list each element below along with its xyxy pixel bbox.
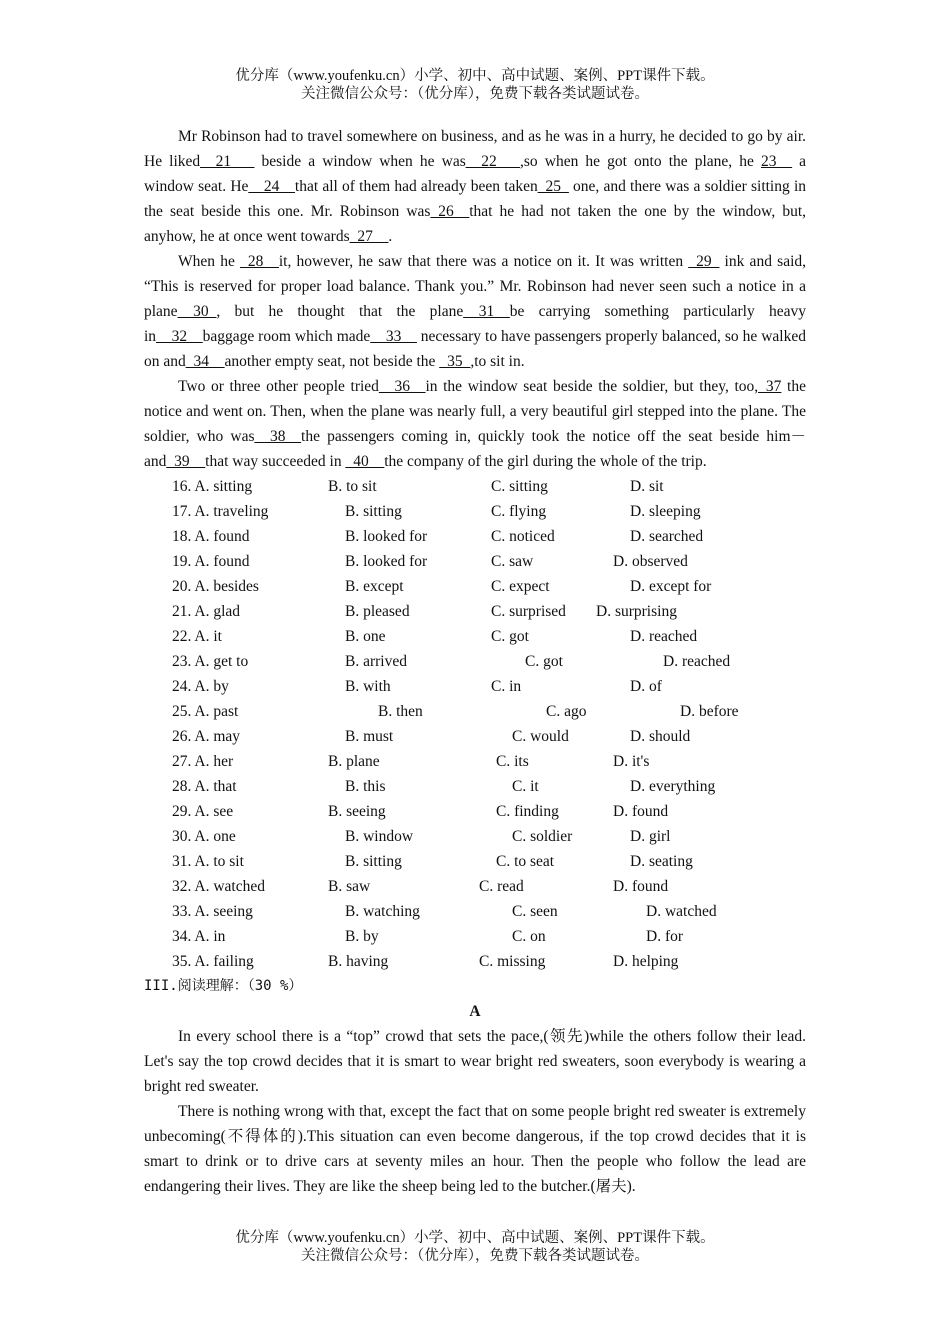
option-row	[144, 774, 806, 799]
option-b: B. looked for	[345, 528, 428, 545]
blank-32: __32__	[156, 328, 203, 345]
option-b: B. looked for	[345, 553, 428, 570]
option-row	[144, 599, 806, 624]
blank-33: __33__	[370, 328, 417, 345]
option-c: C. surprised	[491, 603, 566, 620]
option-row	[144, 624, 806, 649]
option-d: D. it's	[613, 753, 650, 770]
option-c: C. its	[496, 753, 529, 770]
blank-31: __31__	[463, 303, 510, 320]
option-b: B. one	[345, 628, 386, 645]
option-a: 35. A. failing	[172, 953, 254, 970]
option-d: D. except for	[630, 578, 712, 595]
option-row	[144, 649, 806, 674]
option-a: 16. A. sitting	[172, 478, 253, 495]
option-c: C. ago	[546, 703, 587, 720]
option-d: D. reached	[630, 628, 698, 645]
blank-27: _27__	[349, 228, 389, 245]
header-line-1: 优分库（www.youfenku.cn）小学、初中、高中试题、案例、PPT课件下载。	[235, 68, 715, 84]
option-d: D. everything	[630, 778, 716, 795]
option-d: D. found	[613, 803, 669, 820]
option-c: C. sitting	[491, 478, 548, 495]
option-b: B. this	[345, 778, 386, 795]
option-row	[144, 824, 806, 849]
option-c: C. saw	[491, 553, 534, 570]
option-b: B. by	[345, 928, 379, 945]
option-b: B. plane	[328, 753, 380, 770]
blank-36: __36__	[378, 378, 426, 395]
option-c: C. got	[491, 628, 529, 645]
option-b: B. arrived	[345, 653, 407, 670]
option-d: D. seating	[630, 853, 693, 870]
option-b: B. except	[345, 578, 404, 595]
option-a: 28. A. that	[172, 778, 237, 795]
reading-paragraph-2: There is nothing wrong with that, except the fact that on some people bright red sweater is extremely unbecoming(不得体的).This situation can even become dangerous, if the top crowd decides that it is smart to drink or to drive cars at seventy miles an hour. Then the people who follow the lead are endangering their lives. They are like the sheep being led to the butcher.(屠夫).	[144, 1103, 806, 1195]
option-d: D. before	[680, 703, 739, 720]
cloze-paragraph-1: Mr Robinson had to travel somewhere on business, and as he was in a hurry, he decided to go by air. He liked__21___ beside a window when he was__22___,so when he got onto the plane, he 23__ a window seat. He__24__that all of them had already been taken_25_ one, and there was a soldier sitting in the seat beside this one. Mr. Robinson was_26__that he had not taken the one by the window, but, anyhow, he at once went towards_27__.	[144, 128, 806, 245]
blank-23: 23__	[761, 153, 793, 170]
option-row	[144, 699, 806, 724]
option-b: B. then	[378, 703, 423, 720]
option-row	[144, 749, 806, 774]
option-a: 26. A. may	[172, 728, 241, 745]
blank-25: _25_	[537, 178, 569, 195]
option-a: 20. A. besides	[172, 578, 259, 595]
option-c: C. seen	[512, 903, 558, 920]
option-b: B. must	[345, 728, 394, 745]
footer-line-1: 优分库（www.youfenku.cn）小学、初中、高中试题、案例、PPT课件下载。	[235, 1230, 715, 1246]
option-d: D. found	[613, 878, 669, 895]
option-d: D. searched	[630, 528, 704, 545]
blank-37: _37	[758, 378, 782, 395]
option-c: C. would	[512, 728, 569, 745]
option-b: B. seeing	[328, 803, 386, 820]
option-d: D. sleeping	[630, 503, 701, 520]
blank-28: _28__	[240, 253, 279, 270]
header-line-2: 关注微信公众号：（优分库），免费下载各类试题试卷。	[301, 86, 649, 102]
option-d: D. watched	[646, 903, 717, 920]
option-row	[144, 724, 806, 749]
option-c: C. on	[512, 928, 546, 945]
option-c: C. noticed	[491, 528, 555, 545]
blank-26: _26__	[430, 203, 470, 220]
option-b: B. with	[345, 678, 391, 695]
blank-24: __24__	[248, 178, 295, 195]
reading-paragraph-1: In every school there is a “top” crowd that sets the pace,(领先)while the others follow their lead. Let's say the top crowd decides that it is smart to wear bright red sweaters, soon everybody is wearing a bright red sweater.	[144, 1028, 806, 1095]
option-row	[144, 524, 806, 549]
option-c: C. got	[525, 653, 563, 670]
option-a: 18. A. found	[172, 528, 250, 545]
blank-35: _35_	[439, 353, 471, 370]
option-a: 24. A. by	[172, 678, 229, 695]
blank-22: __22___	[465, 153, 520, 170]
option-c: C. in	[491, 678, 522, 695]
cloze-paragraph-2: When he _28__it, however, he saw that there was a notice on it. It was written _29_ ink and said, “This is reserved for proper load balance. Thank you.” Mr. Robinson had never seen such a notice in a plane__30_, but he thought that the plane__31__be carrying something particularly heavy in__32__baggage room which made__33__ necessary to have passengers properly balanced, so he walked on and_34__another empty seat, not beside the _35_,to sit in.	[144, 253, 807, 370]
option-b: B. watching	[345, 903, 420, 920]
option-b: B. sitting	[345, 853, 402, 870]
cloze-paragraph-3: Two or three other people tried__36__in the window seat beside the soldier, but they, too,_37 the notice and went on. Then, when the plane was nearly full, a very beautiful girl stepped into the plane. The soldier, who was__38__the passengers coming in, quickly took the notice off the seat beside him－and_39__that way succeeded in _40__the company of the girl during the whole of the trip.	[144, 378, 806, 470]
blank-30: __30_	[177, 303, 217, 320]
option-c: C. expect	[491, 578, 550, 595]
option-row	[144, 849, 806, 874]
option-d: D. surprising	[596, 603, 677, 620]
option-a: 32. A. watched	[172, 878, 265, 895]
section-title: III.阅读理解：（30 %）	[144, 978, 303, 994]
exam-content	[144, 124, 806, 1199]
option-a: 25. A. past	[172, 703, 239, 720]
option-c: C. read	[479, 878, 524, 895]
option-a: 29. A. see	[172, 803, 234, 820]
option-row	[144, 799, 806, 824]
option-d: D. observed	[613, 553, 688, 570]
option-row	[144, 499, 806, 524]
footer-line-2: 关注微信公众号：（优分库），免费下载各类试题试卷。	[301, 1248, 649, 1264]
blank-29: _29_	[688, 253, 720, 270]
option-c: C. flying	[491, 503, 547, 520]
option-d: D. reached	[663, 653, 731, 670]
passage-label: A	[469, 1003, 481, 1020]
options-list	[144, 474, 806, 974]
option-a: 19. A. found	[172, 553, 250, 570]
option-row	[144, 474, 806, 499]
option-row	[144, 574, 806, 599]
option-b: B. to sit	[328, 478, 377, 495]
option-d: D. sit	[630, 478, 664, 495]
option-a: 23. A. get to	[172, 653, 249, 670]
option-a: 22. A. it	[172, 628, 222, 645]
option-b: B. having	[328, 953, 389, 970]
option-a: 33. A. seeing	[172, 903, 253, 920]
blank-39: _39__	[166, 453, 206, 470]
option-a: 34. A. in	[172, 928, 226, 945]
option-c: C. soldier	[512, 828, 573, 845]
page-header	[0, 67, 950, 103]
option-row	[144, 924, 806, 949]
option-a: 30. A. one	[172, 828, 236, 845]
option-b: B. window	[345, 828, 414, 845]
option-b: B. pleased	[345, 603, 410, 620]
option-d: D. for	[646, 928, 684, 945]
blank-34: _34__	[185, 353, 225, 370]
option-a: 31. A. to sit	[172, 853, 244, 870]
option-c: C. it	[512, 778, 539, 795]
blank-40: _40__	[345, 453, 385, 470]
option-row	[144, 874, 806, 899]
option-row	[144, 549, 806, 574]
option-row	[144, 674, 806, 699]
option-row	[144, 899, 806, 924]
option-a: 27. A. her	[172, 753, 234, 770]
option-d: D. of	[630, 678, 662, 695]
option-c: C. to seat	[496, 853, 555, 870]
option-a: 21. A. glad	[172, 603, 241, 620]
option-row	[144, 949, 806, 974]
option-b: B. sitting	[345, 503, 402, 520]
option-d: D. should	[630, 728, 691, 745]
option-d: D. helping	[613, 953, 679, 970]
option-c: C. finding	[496, 803, 559, 820]
option-c: C. missing	[479, 953, 546, 970]
option-d: D. girl	[630, 828, 671, 845]
option-b: B. saw	[328, 878, 371, 895]
option-a: 17. A. traveling	[172, 503, 269, 520]
page-footer	[0, 1229, 950, 1265]
blank-38: __38__	[254, 428, 302, 445]
blank-21: __21___	[200, 153, 255, 170]
